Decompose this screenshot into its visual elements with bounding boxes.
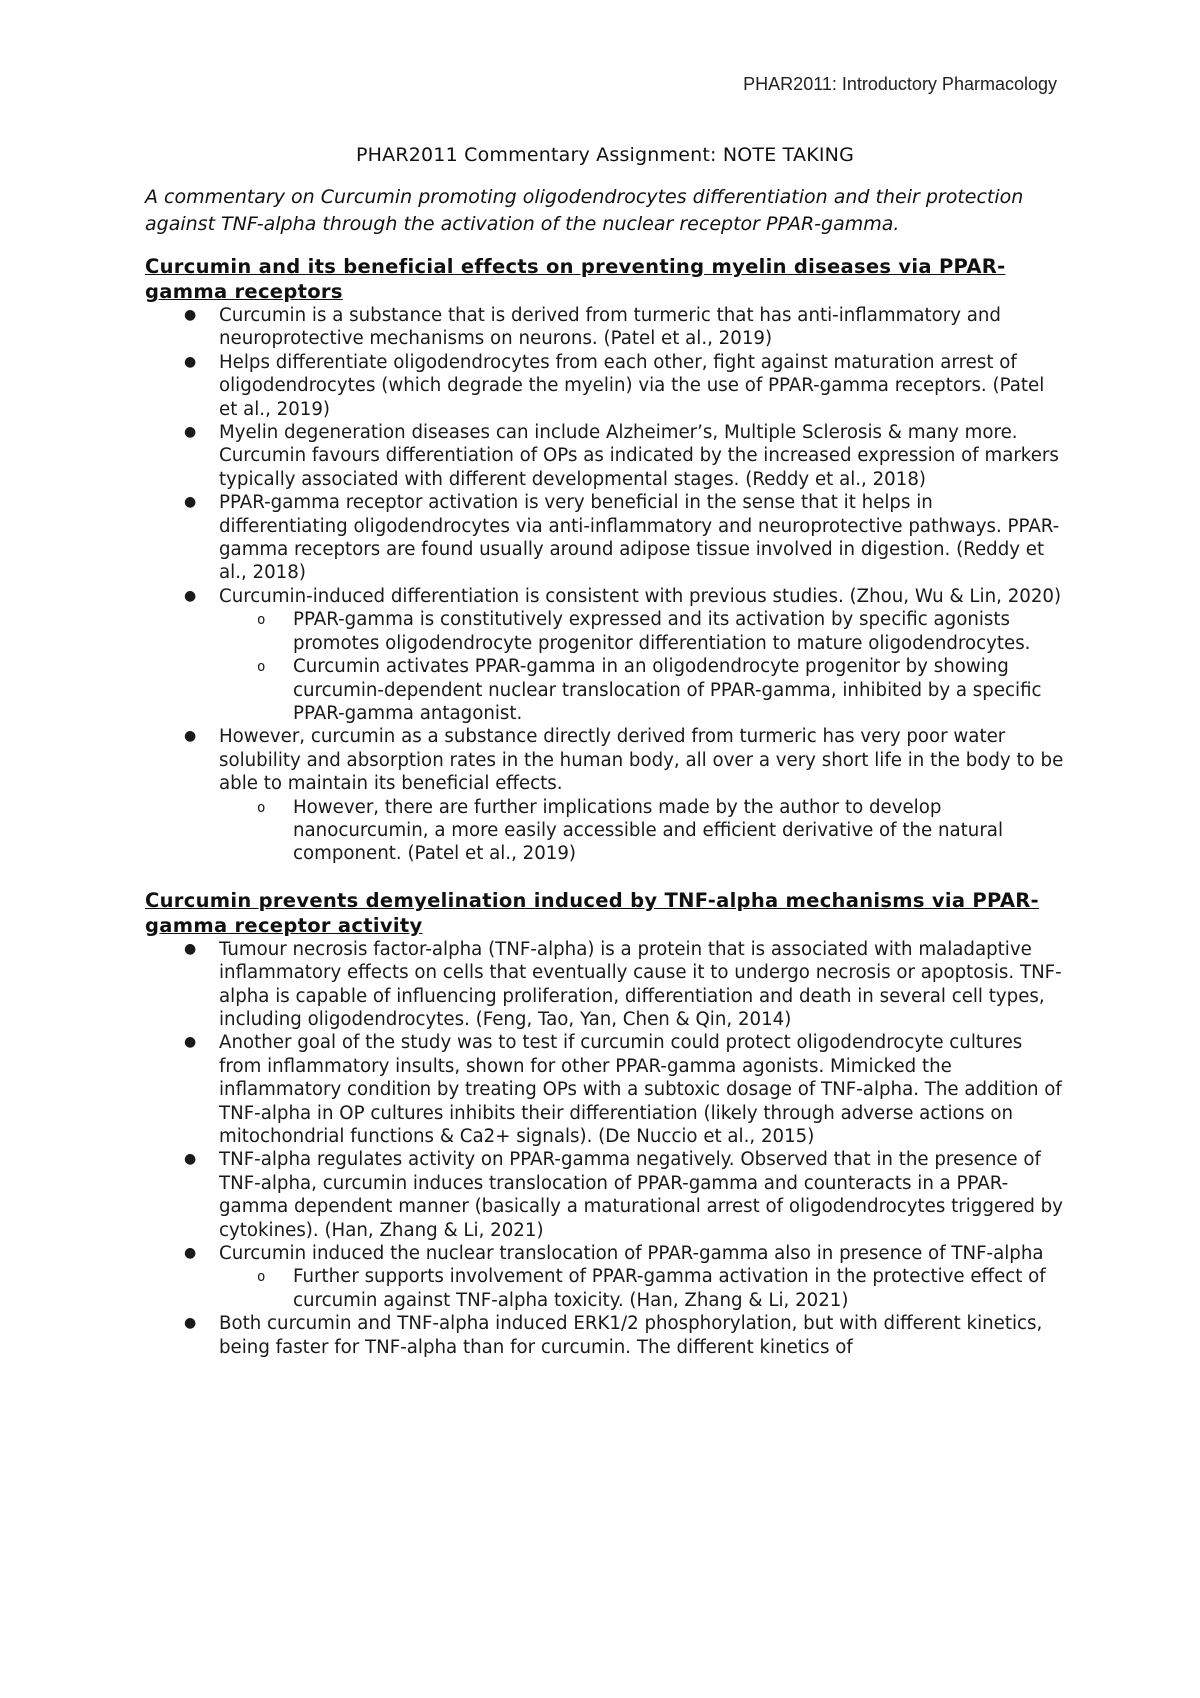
bullet-icon: ●	[184, 307, 197, 323]
list-item	[145, 725, 1065, 865]
list-item	[145, 1242, 1065, 1312]
sub-item-text: PPAR-gamma is constitutively expressed and its activation by specific agonists promotes oligodendrocyte progenitor differentiation to mature oligodendrocytes.	[293, 609, 1031, 654]
list-item	[145, 421, 1065, 491]
section-heading: Curcumin prevents demyelination induced by TNF-alpha mechanisms via PPAR-gamma receptor activity	[145, 888, 1039, 937]
list-item-text: Both curcumin and TNF-alpha induced ERK1/2 phosphorylation, but with different kinetics, being faster for TNF-alpha than for curcumin. The different kinetics of	[219, 1313, 1043, 1358]
bullet-icon: ●	[184, 353, 197, 370]
sub-list	[219, 608, 1065, 725]
bullet-icon: ●	[184, 1034, 197, 1051]
bullet-icon: ●	[184, 587, 197, 604]
bullet-icon: ●	[184, 1151, 197, 1168]
circle-bullet-icon: o	[257, 612, 266, 629]
bullet-icon: ●	[184, 1245, 197, 1262]
list-item-text: Another goal of the study was to test if curcumin could protect oligodendrocyte cultures from inflammatory insults, shown for other PPAR-gamma agonists. Mimicked the inflammatory condition by treating OPs with a subtoxic dosage of TNF-alpha. The addition of TNF-alpha in OP cultures inhibits their differentiation (likely through adverse actions on mitochondrial functions & Ca2+ signals). (De Nuccio et al., 2015)	[219, 1032, 1062, 1147]
list-item-text: However, curcumin as a substance directly derived from turmeric has very poor water solubility and absorption rates in the human body, all over a very short life in the body to be able to maintain its beneficial effects.	[219, 726, 1064, 795]
list-item-text: Helps differentiate oligodendrocytes from each other, fight against maturation arrest of oligodendrocytes (which degrade the myelin) via the use of PPAR-gamma receptors. (Patel et al., 2019)	[219, 351, 1045, 420]
sub-item-text: However, there are further implications made by the author to develop nanocurcumin, a more easily accessible and efficient derivative of the natural component. (Patel et al., 2019)	[293, 796, 1003, 865]
list-item-text: TNF-alpha regulates activity on PPAR-gamma negatively. Observed that in the presence of TNF-alpha, curcumin induces translocation of PPAR-gamma and counteracts in a PPAR-gamma dependent manner (basically a maturational arrest of oligodendrocytes triggered by cytokines). (Han, Zhang & Li, 2021)	[219, 1149, 1063, 1241]
list-item-text: PPAR-gamma receptor activation is very beneficial in the sense that it helps in differentiating oligodendrocytes via anti-inflammatory and neuroprotective pathways. PPAR-gamma receptors are found usually around adipose tissue involved in digestion. (Reddy et al., 2018)	[219, 492, 1060, 584]
list-item	[145, 1148, 1065, 1242]
sub-list	[219, 796, 1065, 866]
list-item	[145, 491, 1065, 585]
bullet-icon: ●	[184, 494, 197, 511]
sub-list-item	[145, 1265, 1065, 1312]
bullet-icon: ●	[184, 1315, 197, 1332]
bullet-icon: ●	[184, 424, 197, 441]
list-item-text: Curcumin induced the nuclear translocation of PPAR-gamma also in presence of TNF-alpha	[219, 1243, 1044, 1265]
list-item-text: Myelin degeneration diseases can include Alzheimer’s, Multiple Sclerosis & many more. Curcumin favours differentiation of OPs as indicated by the increased expression of markers typically associated with different developmental stages. (Reddy et al., 2018)	[219, 422, 1059, 490]
circle-bullet-icon: o	[257, 1269, 266, 1286]
list-item-text: Curcumin is a substance that is derived from turmeric that has anti-inflammatory and neuroprotective mechanisms on neurons. (Patel et al., 2019)	[219, 305, 1001, 350]
list-item-text: Tumour necrosis factor-alpha (TNF-alpha) is a protein that is associated with maladaptive inflammatory effects on cells that eventually cause it to undergo necrosis or apoptosis. TNF-alpha is capable of influencing proliferation, differentiation and death in several cell types, including oligodendrocytes. (Feng, Tao, Yan, Chen & Qin, 2014)	[219, 938, 1062, 1030]
list-item-text: Curcumin-induced differentiation is consistent with previous studies. (Zhou, Wu & Lin, 2020)	[219, 585, 1062, 607]
document-title: PHAR2011 Commentary Assignment: NOTE TAKING	[355, 144, 855, 166]
sub-list	[219, 1265, 1065, 1312]
circle-bullet-icon: o	[257, 799, 266, 816]
section-heading: Curcumin and its beneficial effects on preventing myelin diseases via PPAR-gamma receptors	[145, 255, 1006, 303]
bullet-icon: ●	[184, 940, 197, 957]
list-item	[145, 1312, 1065, 1359]
sub-list-item	[145, 608, 1065, 655]
list-item	[145, 1031, 1065, 1148]
bullet-list	[145, 938, 1065, 1359]
list-item	[145, 585, 1065, 725]
sub-item-text: Further supports involvement of PPAR-gamma activation in the protective effect of curcumin against TNF-alpha toxicity. (Han, Zhang & Li, 2021)	[293, 1266, 1046, 1311]
sub-list-item	[145, 796, 1065, 866]
bullet-list	[145, 304, 1065, 866]
bullet-icon: ●	[184, 728, 197, 745]
sub-list-item	[145, 655, 1065, 725]
list-item	[145, 938, 1065, 1032]
circle-bullet-icon: o	[257, 659, 266, 676]
sub-item-text: Curcumin activates PPAR-gamma in an oligodendrocyte progenitor by showing curcumin-dependent nuclear translocation of PPAR-gamma, inhibited by a specific PPAR-gamma antagonist.	[293, 656, 1042, 724]
list-item	[145, 351, 1065, 421]
page-header: PHAR2011: Introductory Pharmacology	[743, 74, 1057, 94]
list-item	[145, 304, 1065, 351]
document-body	[145, 144, 1065, 1359]
intro-paragraph: A commentary on Curcumin promoting oligodendrocytes differentiation and their protection against TNF-alpha through the activation of the nuclear receptor PPAR-gamma.	[145, 186, 1024, 235]
